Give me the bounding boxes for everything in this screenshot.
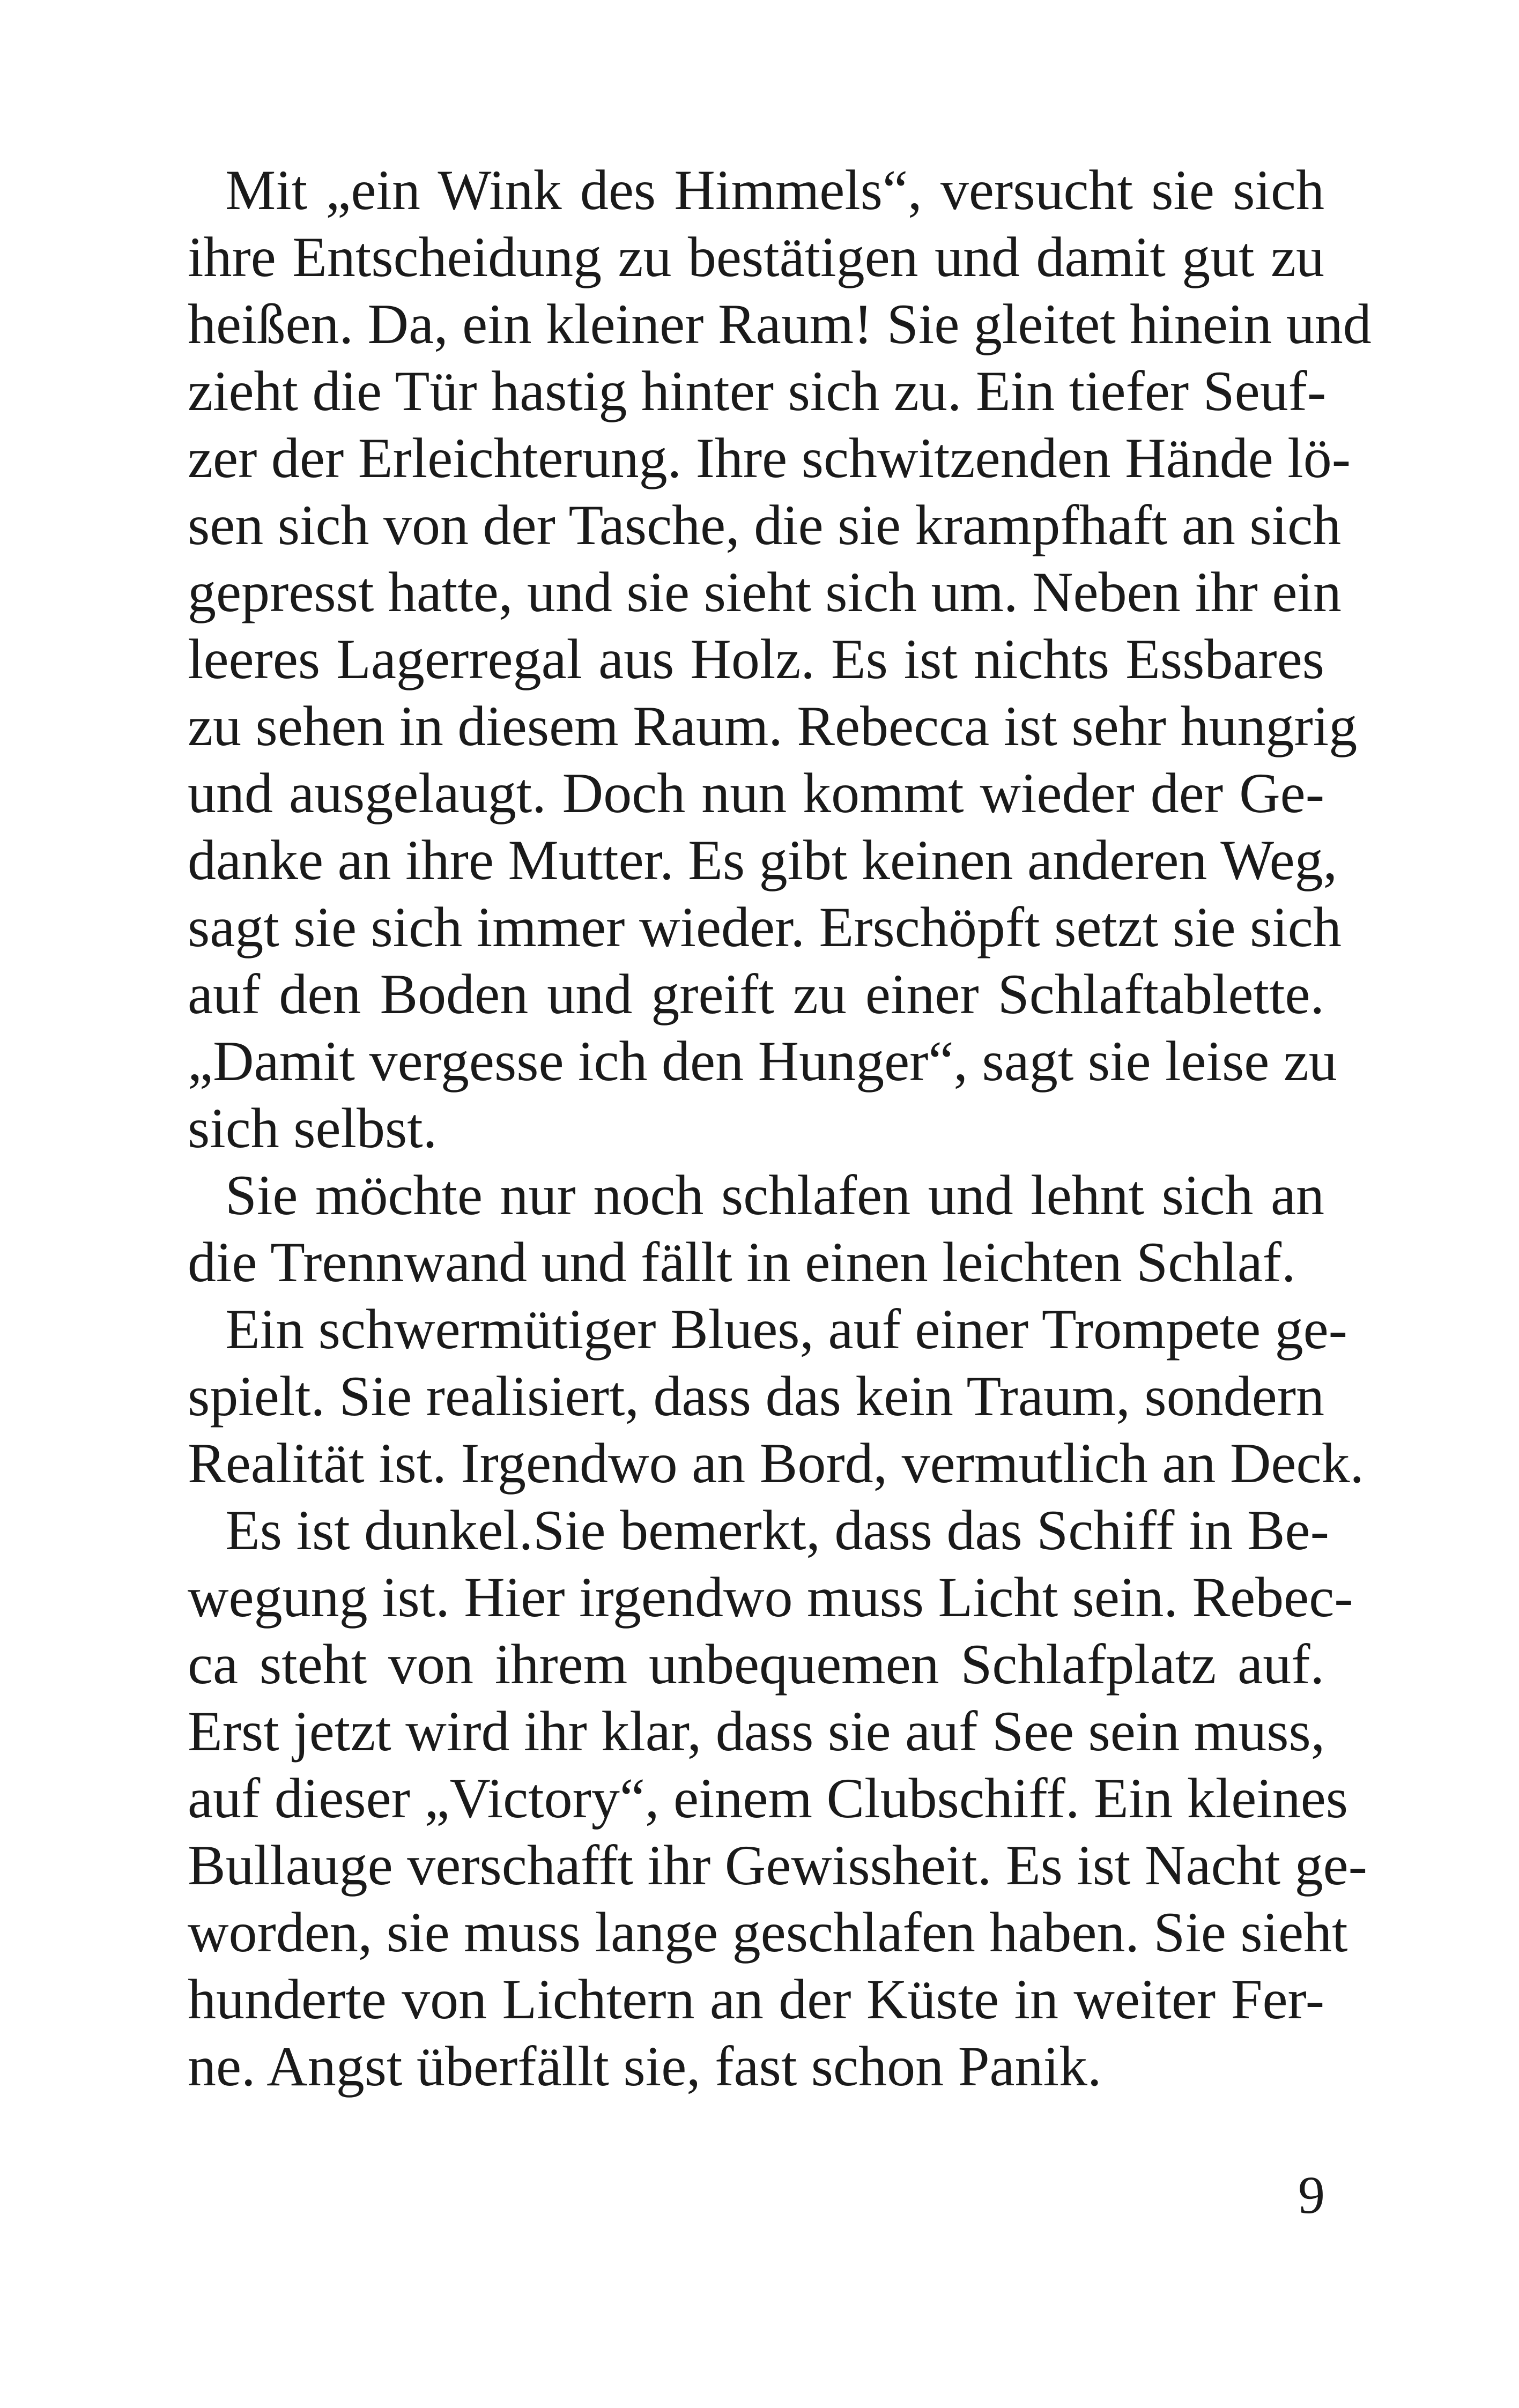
text-line: Realität ist. Irgendwo an Bord, vermutlich an Deck. — [188, 1432, 1365, 1495]
text-line: die Trennwand und fällt in einen leichten Schlaf. — [188, 1231, 1296, 1294]
text-line: ca steht von ihrem unbequemen Schlafplatz auf. — [188, 1633, 1324, 1696]
body-text — [188, 157, 1372, 2100]
text-line: danke an ihre Mutter. Es gibt keinen anderen Weg, — [188, 829, 1338, 891]
text-line: zieht die Tür hastig hinter sich zu. Ein tiefer Seuf- — [188, 360, 1327, 422]
text-line: Es ist dunkel.Sie bemerkt, dass das Schiff in Be- — [225, 1499, 1329, 1562]
text-line: auf den Boden und greift zu einer Schlaftablette. — [188, 963, 1324, 1025]
text-line: zu sehen in diesem Raum. Rebecca ist sehr hungrig — [188, 695, 1358, 757]
text-line: Erst jetzt wird ihr klar, dass sie auf See sein muss, — [188, 1700, 1325, 1763]
text-line: sagt sie sich immer wieder. Erschöpft setzt sie sich — [188, 896, 1342, 958]
paragraph-3 — [188, 1296, 1365, 1497]
text-line: gepresst hatte, und sie sieht sich um. Neben ihr ein — [188, 561, 1342, 623]
paragraph-2 — [188, 1162, 1324, 1296]
paragraph-1 — [188, 157, 1372, 1162]
text-line: ihre Entscheidung zu bestätigen und damit gut zu — [188, 226, 1324, 288]
text-line: hunderte von Lichtern an der Küste in weiter Fer- — [188, 1968, 1324, 2031]
text-line: und ausgelaugt. Doch nun kommt wieder der Ge- — [188, 762, 1324, 824]
text-line: worden, sie muss lange geschlafen haben. Sie sieht — [188, 1901, 1348, 1964]
text-line: Mit „ein Wink des Himmels“, versucht sie sich — [225, 159, 1324, 221]
text-line: auf dieser „Victory“, einem Clubschiff. Ein kleines — [188, 1767, 1348, 1830]
text-line: heißen. Da, ein kleiner Raum! Sie gleitet hinein und — [188, 293, 1372, 355]
paragraph-4 — [188, 1497, 1367, 2100]
text-line: spielt. Sie realisiert, dass das kein Traum, sondern — [188, 1365, 1324, 1428]
text-line: zer der Erleichterung. Ihre schwitzenden Hände lö- — [188, 427, 1351, 489]
text-line: „Damit vergesse ich den Hunger“, sagt sie leise zu — [188, 1030, 1337, 1092]
text-line: Ein schwermütiger Blues, auf einer Trompete ge- — [225, 1298, 1347, 1361]
text-line: leeres Lagerregal aus Holz. Es ist nichts Essbares — [188, 628, 1324, 690]
text-line: Sie möchte nur noch schlafen und lehnt sich an — [225, 1164, 1324, 1227]
text-line: sich selbst. — [188, 1097, 438, 1160]
text-line: sen sich von der Tasche, die sie krampfhaft an sich — [188, 494, 1342, 556]
text-line: wegung ist. Hier irgendwo muss Licht sein. Rebec- — [188, 1566, 1353, 1629]
text-line: Bullauge verschafft ihr Gewissheit. Es ist Nacht ge- — [188, 1834, 1367, 1897]
text-line: ne. Angst überfällt sie, fast schon Panik. — [188, 2035, 1102, 2098]
page-number: 9 — [1298, 2165, 1325, 2225]
